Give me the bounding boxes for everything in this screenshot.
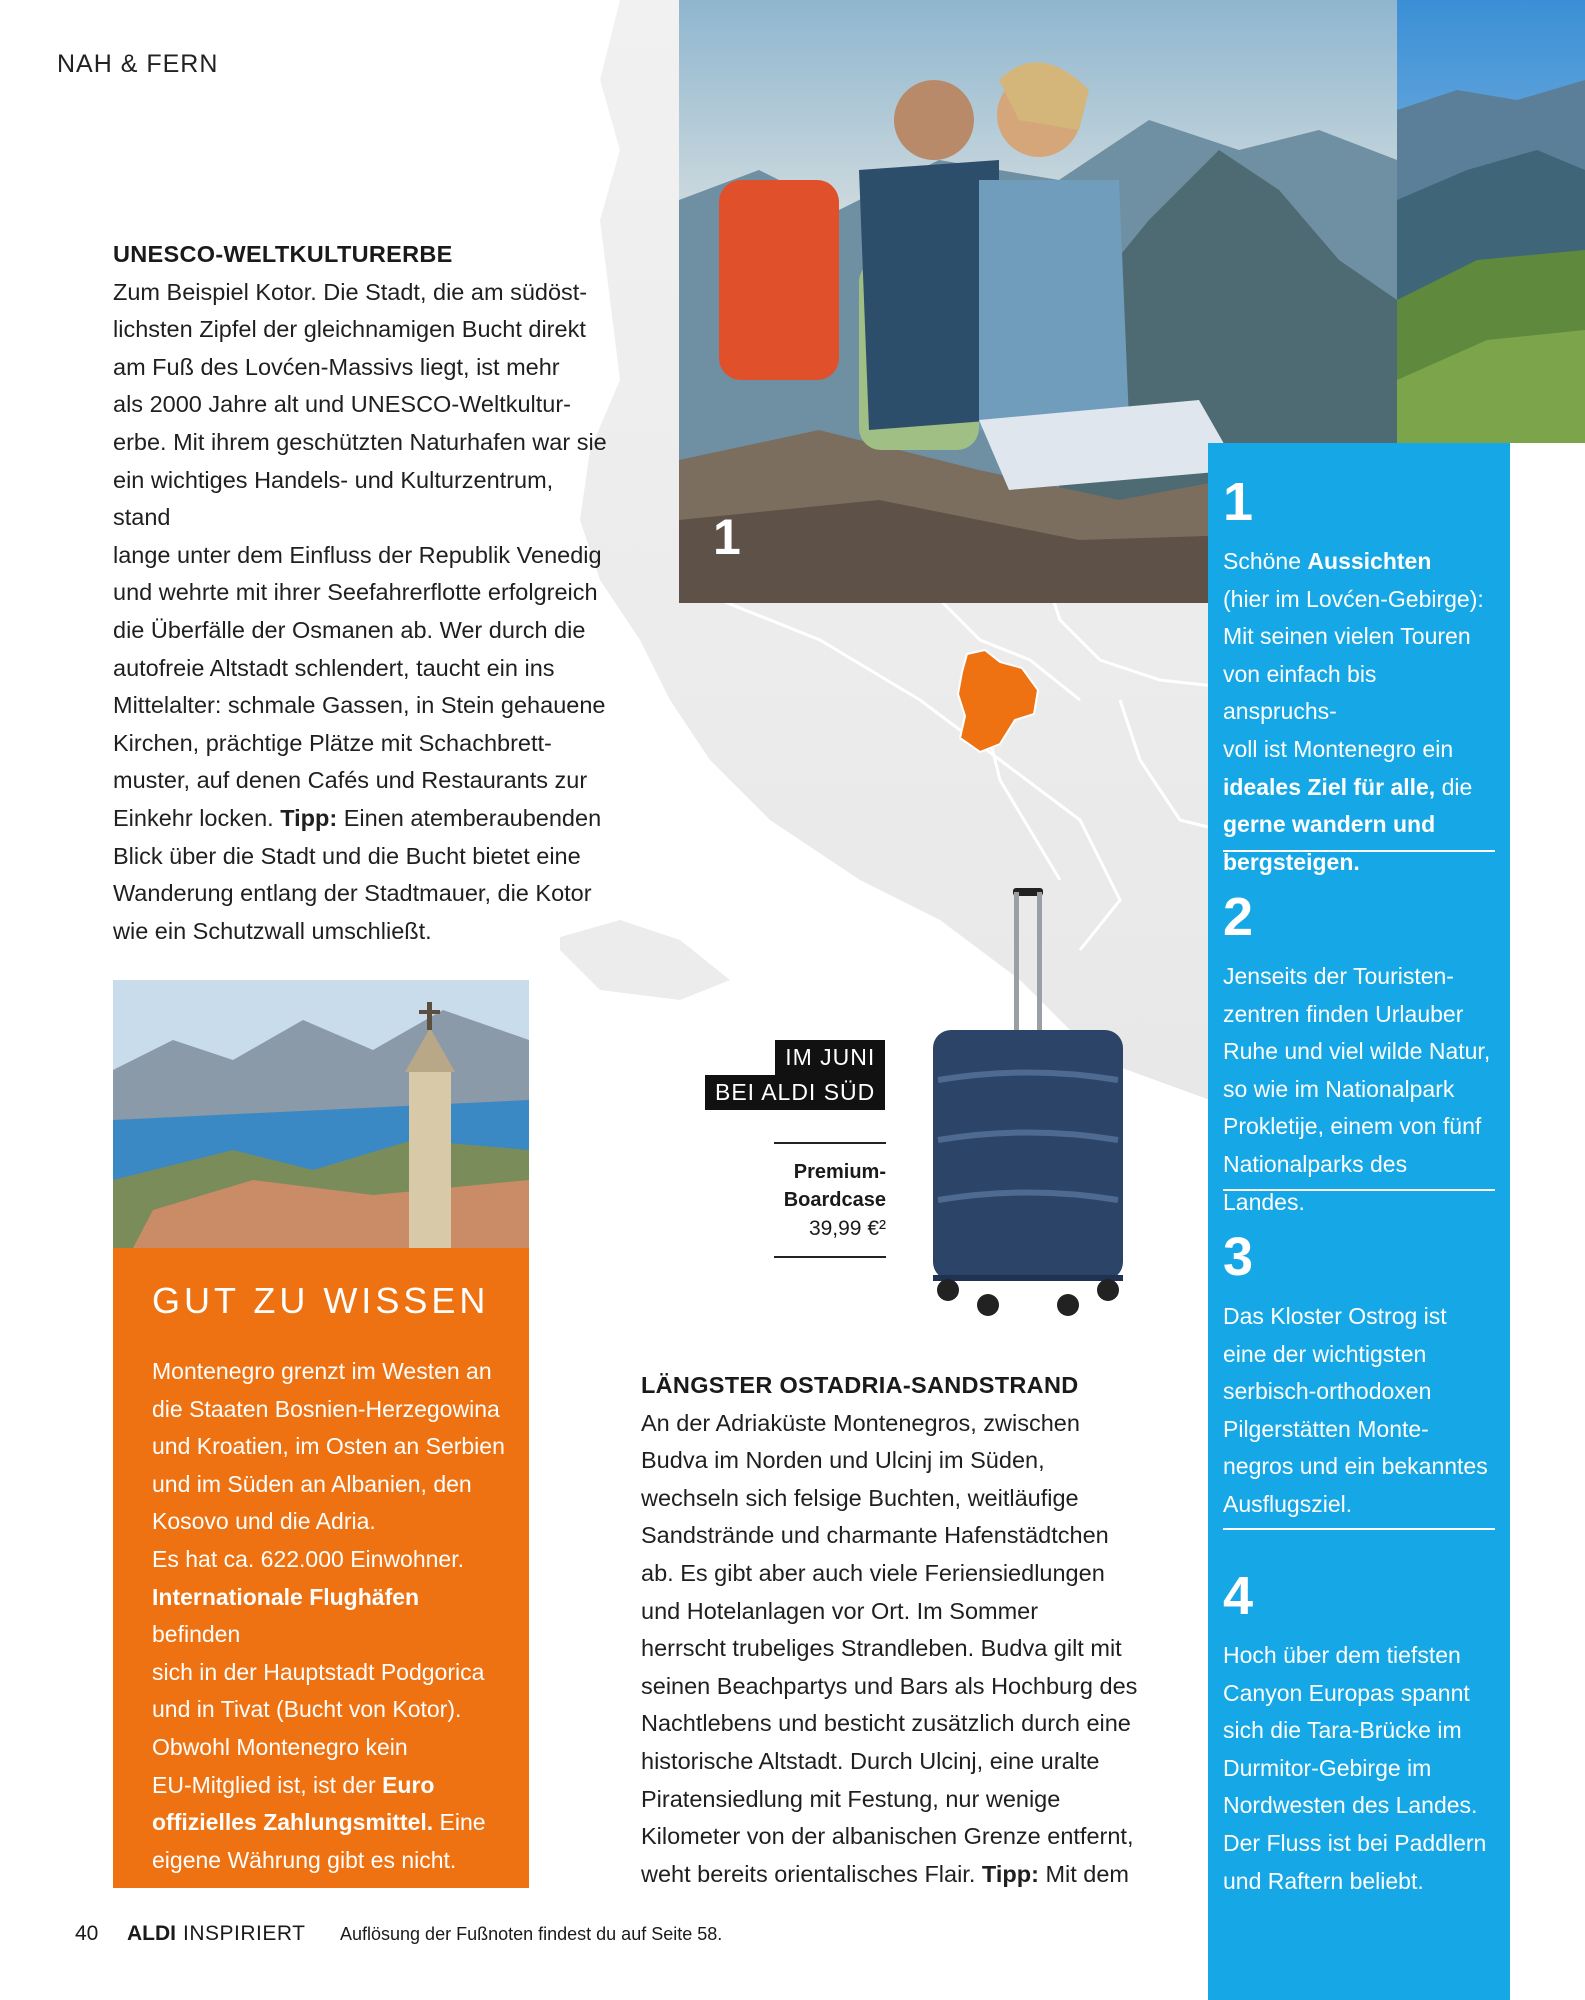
strand-line: weht bereits orientalisches Flair. Tipp: Mit dem <box>641 1860 1130 1887</box>
unesco-line: als 2000 Jahre alt und UNESCO-Weltkultur- <box>113 391 572 418</box>
tip-number: 1 <box>1223 472 1254 532</box>
product-rule-top <box>774 1142 886 1144</box>
tips-panel <box>1208 443 1510 2000</box>
unesco-body <box>113 274 613 951</box>
unesco-line: ein wichtiges Handels- und Kulturzentrum, stand <box>113 466 554 531</box>
info-line: Internationale Flughäfen befinden <box>152 1583 420 1648</box>
mountain-photo-illustration <box>1397 0 1585 443</box>
gut-zu-wissen-box <box>113 1248 529 1888</box>
strand-line: Budva im Norden und Ulcinj im Süden, <box>641 1447 1045 1474</box>
strand-body <box>641 1405 1146 1894</box>
tip-divider <box>1223 850 1495 852</box>
tip-text: Schöne Aussichten (hier im Lovćen-Gebirge): Mit seinen vielen Touren von einfach bis anspruchs- voll ist Montenegro ein ideales Ziel für alle, die gerne wandern und bergsteigen. <box>1223 548 1484 875</box>
info-line: offizielles Zahlungsmittel. Eine <box>152 1809 486 1836</box>
info-line: sich in der Hauptstadt Podgorica <box>152 1658 485 1685</box>
section-label: NAH & FERN <box>57 50 219 78</box>
gut-zu-wissen-title: GUT ZU WISSEN <box>152 1280 490 1321</box>
info-line: und in Tivat (Bucht von Kotor). <box>152 1696 462 1723</box>
unesco-article <box>113 236 613 950</box>
aldi-promo-badge <box>705 1040 885 1110</box>
tip-4 <box>1223 1567 1495 1900</box>
info-line: und im Süden an Albanien, den <box>152 1470 472 1497</box>
strand-line: An der Adriaküste Montenegros, zwischen <box>641 1409 1080 1436</box>
photo-number: 1 <box>713 509 741 565</box>
gut-zu-wissen-body <box>152 1353 507 1879</box>
strand-line: wechseln sich felsige Buchten, weitläufige <box>641 1484 1079 1511</box>
badge-line-2: BEI ALDI SÜD <box>705 1075 885 1110</box>
tip-text: Das Kloster Ostrog ist eine der wichtigsten serbisch-orthodoxen Pilgerstätten Monte- negros und ein bekanntes Ausflugsziel. <box>1223 1303 1488 1517</box>
strand-article <box>641 1367 1146 1893</box>
page-number: 40 <box>75 1922 99 1945</box>
tip-text: Hoch über dem tiefsten Canyon Europas spannt sich die Tara-Brücke im Durmitor-Gebirge im Nordwesten des Landes. Der Fluss ist bei Paddlern und Raftern beliebt. <box>1223 1642 1487 1894</box>
unesco-line: und wehrte mit ihrer Seefahrerflotte erfolgreich <box>113 579 598 606</box>
tip-1 <box>1223 473 1495 881</box>
info-line: Kosovo und die Adria. <box>152 1508 376 1535</box>
unesco-line: lichsten Zipfel der gleichnamigen Bucht direkt <box>113 316 586 343</box>
kotor-bay-photo <box>113 980 529 1248</box>
unesco-line: die Überfälle der Osmanen ab. Wer durch die <box>113 616 586 643</box>
strand-line: Kilometer von der albanischen Grenze entfernt, <box>641 1823 1134 1850</box>
unesco-line: autofreie Altstadt schlendert, taucht ein ins <box>113 654 555 681</box>
product-name: Premium- Boardcase <box>783 1161 886 1211</box>
unesco-heading: UNESCO-WELTKULTURERBE <box>113 241 453 267</box>
strand-line: historische Altstadt. Durch Ulcinj, eine uralte <box>641 1747 1100 1774</box>
strand-line: ab. Es gibt aber auch viele Feriensiedlungen <box>641 1559 1105 1586</box>
info-line: Obwohl Montenegro kein <box>152 1733 408 1760</box>
unesco-line: am Fuß des Lovćen-Massivs liegt, ist mehr <box>113 353 560 380</box>
unesco-line: Wanderung entlang der Stadtmauer, die Kotor <box>113 880 592 907</box>
badge-line-1: IM JUNI <box>775 1040 885 1075</box>
tip-divider <box>1223 1528 1495 1530</box>
unesco-line: Blick über die Stadt und die Bucht bietet eine <box>113 842 581 869</box>
magazine-name: INSPIRIERT <box>183 1922 306 1945</box>
strand-line: und Hotelanlagen vor Ort. Im Sommer <box>641 1597 1039 1624</box>
tip-2 <box>1223 888 1495 1221</box>
unesco-line: erbe. Mit ihrem geschützten Naturhafen war sie <box>113 428 607 455</box>
tip-divider <box>1223 1189 1495 1191</box>
product-price: 39,99 €² <box>808 1217 886 1240</box>
unesco-line: wie ein Schutzwall umschließt. <box>113 917 432 944</box>
strand-line: herrscht trubeliges Strandleben. Budva gilt mit <box>641 1635 1122 1662</box>
footnote-reference: Auflösung der Fußnoten findest du auf Seite 58. <box>340 1924 723 1944</box>
suitcase-image <box>918 880 1138 1320</box>
mountain-landscape-photo <box>1397 0 1585 443</box>
unesco-line: muster, auf denen Cafés und Restaurants zur <box>113 767 588 794</box>
strand-line: Sandstrände und charmante Hafenstädtchen <box>641 1522 1109 1549</box>
tip-number: 3 <box>1223 1227 1254 1287</box>
tip-number: 4 <box>1223 1566 1254 1626</box>
info-line: Es hat ca. 622.000 Einwohner. <box>152 1545 464 1572</box>
kotor-photo-illustration <box>113 980 529 1248</box>
info-line: die Staaten Bosnien-Herzegowina <box>152 1395 500 1422</box>
strand-line: Nachtlebens und besticht zusätzlich durch eine <box>641 1710 1131 1737</box>
tip-number: 2 <box>1223 887 1254 947</box>
brand-name: ALDI <box>127 1922 176 1945</box>
info-line: Montenegro grenzt im Westen an <box>152 1358 492 1384</box>
unesco-line: Kirchen, prächtige Plätze mit Schachbrett- <box>113 729 552 756</box>
unesco-line: Mittelalter: schmale Gassen, in Stein gehauene <box>113 692 606 719</box>
tip-3 <box>1223 1228 1495 1524</box>
strand-heading: LÄNGSTER OSTADRIA-SANDSTRAND <box>641 1372 1079 1398</box>
info-line: EU-Mitglied ist, ist der Euro <box>152 1771 435 1798</box>
unesco-line: lange unter dem Einfluss der Republik Venedig <box>113 541 602 568</box>
info-line: eigene Währung gibt es nicht. <box>152 1846 457 1873</box>
unesco-line: Einkehr locken. Tipp: Einen atemberaubenden <box>113 804 602 831</box>
product-rule-bottom <box>774 1256 886 1258</box>
info-line: und Kroatien, im Osten an Serbien <box>152 1433 505 1460</box>
tip-text: Jenseits der Touristen- zentren finden Urlauber Ruhe und viel wilde Natur, so wie im Nationalpark Prokletije, einem von fünf Nationalparks des Landes. <box>1223 963 1491 1215</box>
strand-line: Piratensiedlung mit Festung, nur wenige <box>641 1785 1061 1812</box>
unesco-line: Zum Beispiel Kotor. Die Stadt, die am südöst- <box>113 278 588 305</box>
strand-line: seinen Beachpartys und Bars als Hochburg des <box>641 1672 1138 1699</box>
product-info <box>774 1142 886 1258</box>
